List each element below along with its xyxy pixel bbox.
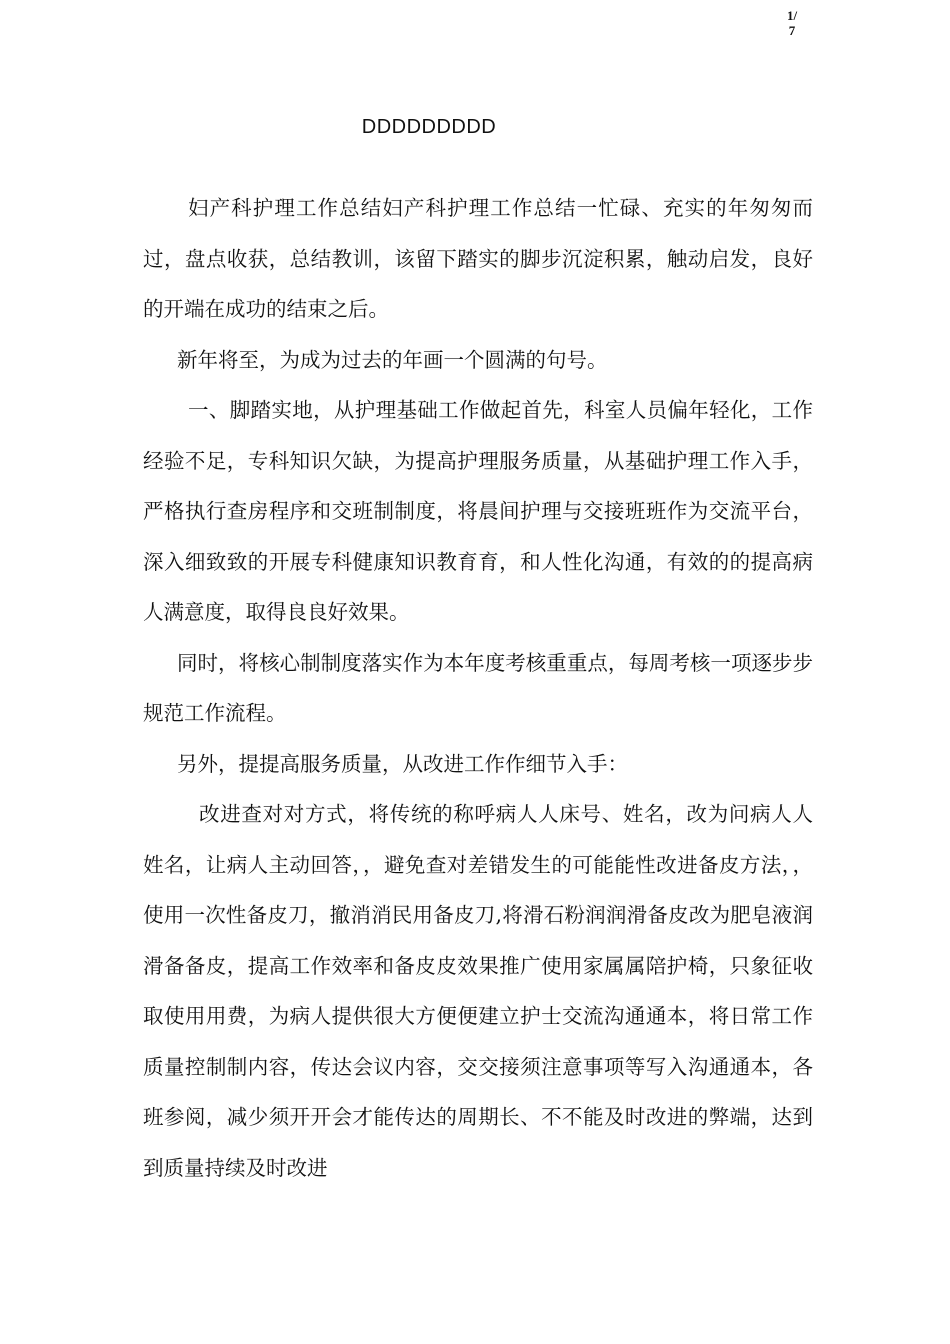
paragraph: 妇产科护理工作总结妇产科护理工作总结一忙碌、充实的年匆匆而过，盘点收获，总结教训，该留下踏实的脚步沉淀积累，触动启发，良好的开端在成功的结束之后。 <box>143 196 813 321</box>
paragraph: 新年将至，为成为过去的年画一个圆满的句号。 <box>177 347 608 372</box>
paragraph: 同时，将核心制制度落实作为本年度考核重重点，每周考核一项逐步步规范工作流程。 <box>143 650 813 725</box>
paragraph: 一、脚踏实地，从护理基础工作做起首先，科室人员偏年轻化，工作经验不足，专科知识欠缺，为提高护理服务质量，从基础护理工作入手，严格执行查房程序和交班制制度，将晨间护理与交接班班作为交流平台，深入细致致的开展专科健康知识教育育，和人性化沟通，有效的的提高病人满意度，取得良良好效果。 <box>143 398 813 624</box>
paragraph: 改进查对对方式，将传统的称呼病人人床号、姓名，改为问病人人姓名，让病人主动回答，，避免查对差错发生的可能能性改进备皮方法，，使用一次性备皮刀，撤消消民用备皮刀,将滑石粉润润滑备皮改为肥皂液润滑备备皮，提高工作效率和备皮皮效果推广使用家属属陪护椅，只象征收取使用用费，为病人提供很大方便便建立护士交流沟通通本，将日常工作质量控制制内容，传达会议内容，交交接须注意事项等写入沟通通本，各班参阅，减少须开开会才能传达的周期长、不不能及时改进的弊端，达到到质量持续及时改进 <box>143 802 813 1180</box>
page-number <box>786 8 798 38</box>
document-title: DDDDDDDDD <box>361 116 497 138</box>
paragraph: 另外，提提高服务质量，从改进工作作细节入手： <box>177 751 628 776</box>
document-body <box>143 183 813 1193</box>
page-number-total: 7 <box>788 23 796 38</box>
page-number-current: 1/ <box>786 8 798 23</box>
